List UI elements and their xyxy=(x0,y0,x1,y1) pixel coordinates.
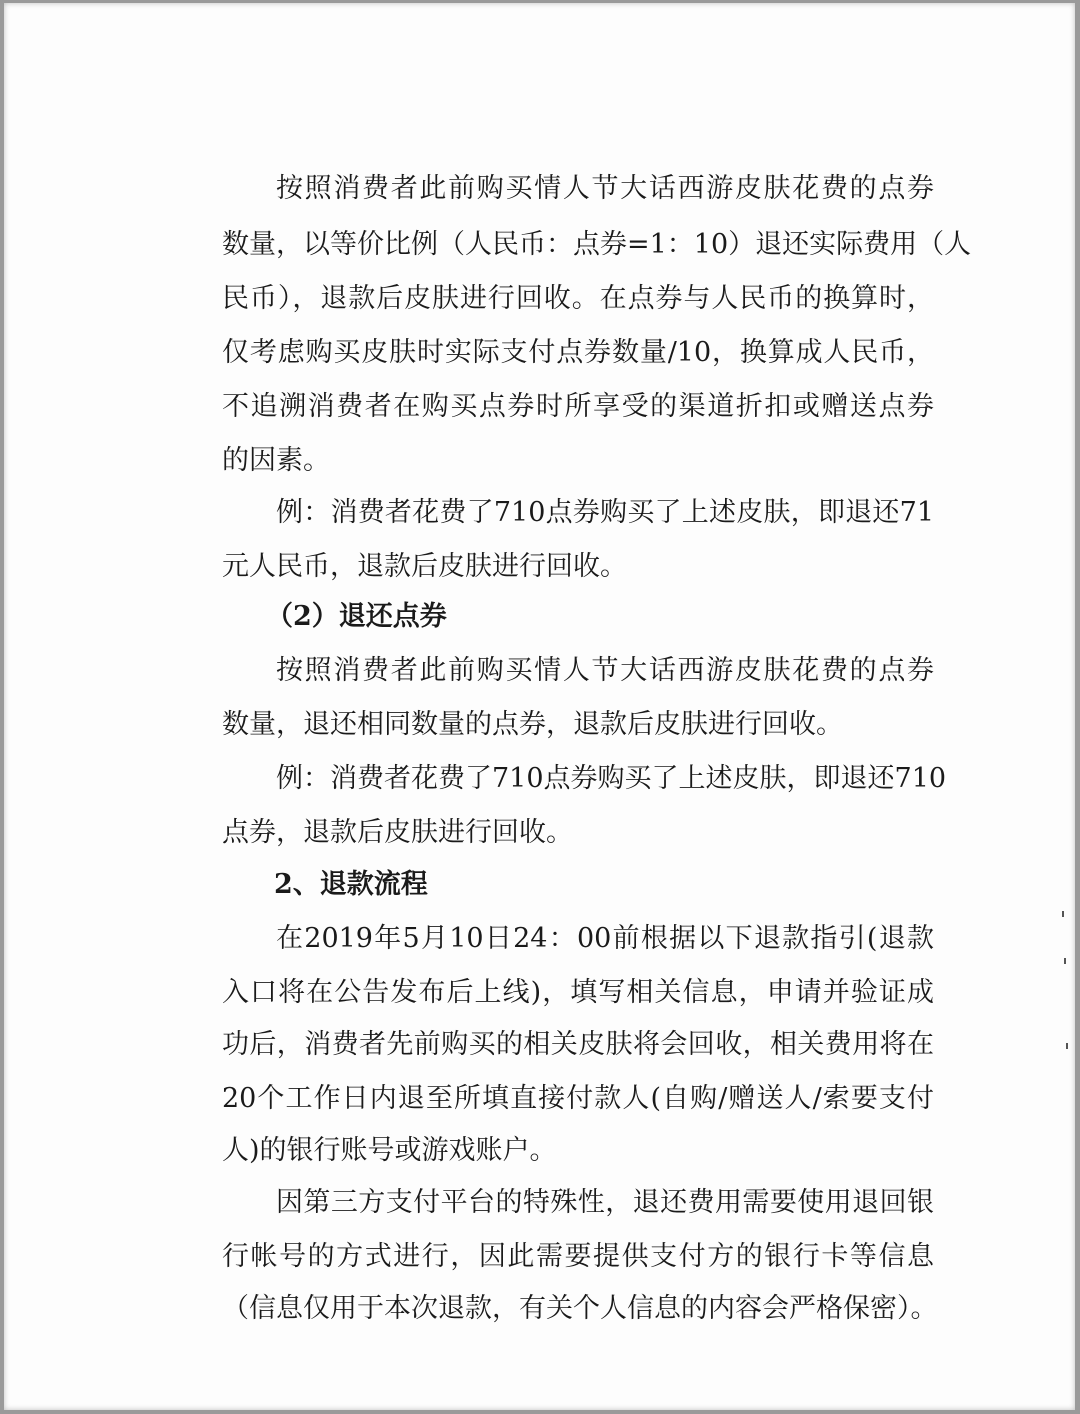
paragraph-line: 不追溯消费者在购买点券时所享受的渠道折扣或赠送点券 xyxy=(222,391,934,422)
scan-speck xyxy=(1064,958,1066,964)
paragraph-line: 入口将在公告发布后上线)，填写相关信息，申请并验证成 xyxy=(222,977,934,1008)
paragraph-line: （信息仅用于本次退款，有关个人信息的内容会严格保密）。 xyxy=(222,1293,938,1324)
section-heading: （2）退还点券 xyxy=(266,601,447,632)
paragraph-line: 行帐号的方式进行，因此需要提供支付方的银行卡等信息 xyxy=(222,1241,934,1272)
paragraph-line: 人)的银行账号或游戏账户。 xyxy=(222,1135,557,1166)
example-line: 例：消费者花费了710点券购买了上述皮肤，即退还710 xyxy=(276,763,947,794)
paragraph-line: 20个工作日内退至所填直接付款人(自购/赠送人/索要支付 xyxy=(222,1083,934,1114)
paragraph-line: 仅考虑购买皮肤时实际支付点券数量/10，换算成人民币， xyxy=(222,337,934,368)
paragraph-line: 在2019年5月10日24：00前根据以下退款指引(退款 xyxy=(276,923,934,954)
example-line: 元人民币，退款后皮肤进行回收。 xyxy=(222,551,627,582)
scan-speck xyxy=(1066,1043,1068,1049)
paragraph-line: 因第三方支付平台的特殊性，退还费用需要使用退回银 xyxy=(276,1187,934,1218)
example-line: 例：消费者花费了710点券购买了上述皮肤，即退还71 xyxy=(276,497,934,528)
example-line: 点券，退款后皮肤进行回收。 xyxy=(222,817,573,848)
paragraph-line: 数量，以等价比例（人民币：点券=1：10）退还实际费用（人 xyxy=(222,229,972,260)
scanned-page xyxy=(4,3,1075,1410)
paragraph-line: 民币），退款后皮肤进行回收。在点券与人民币的换算时， xyxy=(222,283,934,314)
scan-speck xyxy=(1062,911,1064,917)
paragraph-line: 功后，消费者先前购买的相关皮肤将会回收，相关费用将在 xyxy=(222,1029,934,1060)
paragraph-line: 的因素。 xyxy=(222,445,330,476)
paragraph-line: 按照消费者此前购买情人节大话西游皮肤花费的点券 xyxy=(276,173,934,204)
paragraph-line: 按照消费者此前购买情人节大话西游皮肤花费的点券 xyxy=(276,655,934,686)
paragraph-line: 数量，退还相同数量的点券，退款后皮肤进行回收。 xyxy=(222,709,843,740)
section-heading: 2、退款流程 xyxy=(274,869,428,900)
